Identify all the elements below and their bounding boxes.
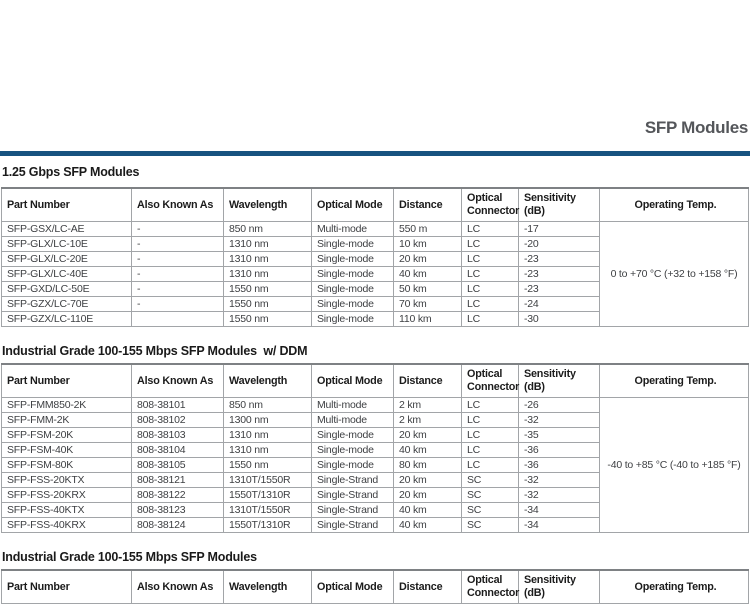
- table-cell: LC: [462, 282, 519, 297]
- column-header: Operating Temp.: [600, 570, 749, 604]
- column-header: Wavelength: [224, 188, 312, 222]
- column-header: Optical Mode: [312, 364, 394, 398]
- table-cell: -36: [519, 458, 600, 473]
- column-header: Optical Connector: [462, 364, 519, 398]
- table-cell: 20 km: [394, 488, 462, 503]
- table-cell: 10 km: [394, 237, 462, 252]
- operating-temp-cell: -40 to +85 °C (-40 to +185 °F): [600, 398, 749, 533]
- table-cell: SFP-FSS-40KRX: [2, 518, 132, 533]
- column-header: Also Known As: [132, 188, 224, 222]
- column-header: Sensitivity (dB): [519, 188, 600, 222]
- table-cell: 40 km: [394, 443, 462, 458]
- column-header: Also Known As: [132, 364, 224, 398]
- page-title: SFP Modules: [644, 118, 748, 137]
- table-cell: SC: [462, 473, 519, 488]
- table-cell: -35: [519, 428, 600, 443]
- table-cell: 1550 nm: [224, 282, 312, 297]
- table-cell: SFP-GLX/LC-10E: [2, 237, 132, 252]
- table-cell: 1550T/1310R: [224, 518, 312, 533]
- table-cell: -: [132, 282, 224, 297]
- column-header: Optical Mode: [312, 188, 394, 222]
- table-cell: SFP-FSM-20K: [2, 428, 132, 443]
- table-cell: SC: [462, 503, 519, 518]
- table-cell: -30: [519, 312, 600, 327]
- table-cell: -: [132, 252, 224, 267]
- table-cell: Single-mode: [312, 312, 394, 327]
- table-cell: SFP-GZX/LC-110E: [2, 312, 132, 327]
- column-header: Part Number: [2, 570, 132, 604]
- table-cell: LC: [462, 297, 519, 312]
- table-cell: 1310T/1550R: [224, 503, 312, 518]
- column-header: Sensitivity (dB): [519, 570, 600, 604]
- table-cell: Single-Strand: [312, 503, 394, 518]
- table-cell: 40 km: [394, 267, 462, 282]
- column-header: Part Number: [2, 364, 132, 398]
- table-cell: 550 m: [394, 222, 462, 237]
- table-cell: -23: [519, 282, 600, 297]
- table-cell: SFP-GLX/LC-20E: [2, 252, 132, 267]
- table-cell: SFP-FSS-40KTX: [2, 503, 132, 518]
- table-header-row: [2, 570, 749, 604]
- table-cell: LC: [462, 398, 519, 413]
- column-header: Optical Mode: [312, 570, 394, 604]
- table-cell: 40 km: [394, 518, 462, 533]
- table-cell: 808-38102: [132, 413, 224, 428]
- table-cell: Single-mode: [312, 443, 394, 458]
- table-cell: 1310 nm: [224, 428, 312, 443]
- table-cell: -32: [519, 413, 600, 428]
- column-header: Operating Temp.: [600, 188, 749, 222]
- table-cell: SFP-FSM-80K: [2, 458, 132, 473]
- table-cell: 1550 nm: [224, 312, 312, 327]
- table-row: [2, 222, 749, 237]
- table-cell: 20 km: [394, 252, 462, 267]
- table-cell: SFP-GLX/LC-40E: [2, 267, 132, 282]
- column-header: Distance: [394, 188, 462, 222]
- table-cell: 808-38123: [132, 503, 224, 518]
- table-cell: -32: [519, 473, 600, 488]
- table-cell: SC: [462, 488, 519, 503]
- table-cell: Single-mode: [312, 282, 394, 297]
- table-cell: SFP-GSX/LC-AE: [2, 222, 132, 237]
- table-cell: 850 nm: [224, 398, 312, 413]
- table-cell: SFP-GZX/LC-70E: [2, 297, 132, 312]
- table-cell: SFP-FSS-20KTX: [2, 473, 132, 488]
- table-cell: -24: [519, 297, 600, 312]
- table-cell: 80 km: [394, 458, 462, 473]
- table-cell: LC: [462, 458, 519, 473]
- table-header-row: [2, 188, 749, 222]
- table-cell: 40 km: [394, 503, 462, 518]
- table-cell: 1550 nm: [224, 297, 312, 312]
- table-cell: LC: [462, 237, 519, 252]
- table-cell: -36: [519, 443, 600, 458]
- table-row: [2, 398, 749, 413]
- sfp-table-industrial: [1, 569, 749, 604]
- table-cell: -: [132, 237, 224, 252]
- column-header: Operating Temp.: [600, 364, 749, 398]
- column-header: Wavelength: [224, 364, 312, 398]
- table-cell: SFP-FMM-2K: [2, 413, 132, 428]
- table-cell: 2 km: [394, 413, 462, 428]
- table-cell: 50 km: [394, 282, 462, 297]
- table-cell: 808-38101: [132, 398, 224, 413]
- table-cell: LC: [462, 267, 519, 282]
- table-cell: Single-Strand: [312, 473, 394, 488]
- table-cell: -: [132, 297, 224, 312]
- table-cell: 808-38105: [132, 458, 224, 473]
- table-cell: 20 km: [394, 428, 462, 443]
- table-cell: LC: [462, 222, 519, 237]
- table-cell: 1310 nm: [224, 267, 312, 282]
- section-heading-industrial: Industrial Grade 100-155 Mbps SFP Modules: [2, 550, 257, 564]
- table-cell: 20 km: [394, 473, 462, 488]
- table-cell: 1310 nm: [224, 443, 312, 458]
- table-cell: LC: [462, 413, 519, 428]
- table-cell: 808-38104: [132, 443, 224, 458]
- table-cell: 1310 nm: [224, 237, 312, 252]
- table-cell: LC: [462, 443, 519, 458]
- table-cell: Single-mode: [312, 252, 394, 267]
- table-cell: 110 km: [394, 312, 462, 327]
- table-cell: 1310 nm: [224, 252, 312, 267]
- table-cell: -23: [519, 252, 600, 267]
- table-cell: 70 km: [394, 297, 462, 312]
- table-cell: 1310T/1550R: [224, 473, 312, 488]
- table-cell: [132, 312, 224, 327]
- table-cell: -34: [519, 518, 600, 533]
- operating-temp-cell: 0 to +70 °C (+32 to +158 °F): [600, 222, 749, 327]
- table-cell: Single-Strand: [312, 488, 394, 503]
- table-cell: Single-mode: [312, 458, 394, 473]
- column-header: Optical Connector: [462, 570, 519, 604]
- table-cell: Single-mode: [312, 428, 394, 443]
- column-header: Also Known As: [132, 570, 224, 604]
- table-cell: 1550T/1310R: [224, 488, 312, 503]
- table-cell: Single-mode: [312, 297, 394, 312]
- table-cell: Multi-mode: [312, 413, 394, 428]
- table-cell: 1550 nm: [224, 458, 312, 473]
- table-header-row: [2, 364, 749, 398]
- table-cell: 808-38122: [132, 488, 224, 503]
- column-header: Optical Connector: [462, 188, 519, 222]
- column-header: Part Number: [2, 188, 132, 222]
- table-cell: 808-38103: [132, 428, 224, 443]
- table-cell: -20: [519, 237, 600, 252]
- table-cell: 1300 nm: [224, 413, 312, 428]
- table-cell: Multi-mode: [312, 398, 394, 413]
- sfp-table-125gbps: [1, 187, 749, 327]
- table-cell: -17: [519, 222, 600, 237]
- section-heading-industrial-ddm: Industrial Grade 100-155 Mbps SFP Modules w/ DDM: [2, 344, 308, 358]
- column-header: Wavelength: [224, 570, 312, 604]
- table-cell: Single-mode: [312, 267, 394, 282]
- table-cell: -: [132, 222, 224, 237]
- table-cell: LC: [462, 252, 519, 267]
- table-cell: SC: [462, 518, 519, 533]
- table-cell: LC: [462, 312, 519, 327]
- table-cell: SFP-GXD/LC-50E: [2, 282, 132, 297]
- section-heading-125gbps: 1.25 Gbps SFP Modules: [2, 165, 140, 179]
- table-cell: SFP-FSM-40K: [2, 443, 132, 458]
- table-cell: -23: [519, 267, 600, 282]
- table-cell: Single-mode: [312, 237, 394, 252]
- table-cell: LC: [462, 428, 519, 443]
- table-cell: -34: [519, 503, 600, 518]
- table-cell: SFP-FSS-20KRX: [2, 488, 132, 503]
- column-header: Distance: [394, 570, 462, 604]
- table-cell: Multi-mode: [312, 222, 394, 237]
- table-cell: SFP-FMM850-2K: [2, 398, 132, 413]
- table-cell: 850 nm: [224, 222, 312, 237]
- table-cell: -: [132, 267, 224, 282]
- column-header: Distance: [394, 364, 462, 398]
- table-cell: -26: [519, 398, 600, 413]
- table-cell: 808-38121: [132, 473, 224, 488]
- table-cell: 808-38124: [132, 518, 224, 533]
- table-cell: Single-Strand: [312, 518, 394, 533]
- sfp-table-industrial-ddm: [1, 363, 749, 533]
- table-cell: -32: [519, 488, 600, 503]
- header-divider-rule: [0, 151, 750, 156]
- column-header: Sensitivity (dB): [519, 364, 600, 398]
- table-cell: 2 km: [394, 398, 462, 413]
